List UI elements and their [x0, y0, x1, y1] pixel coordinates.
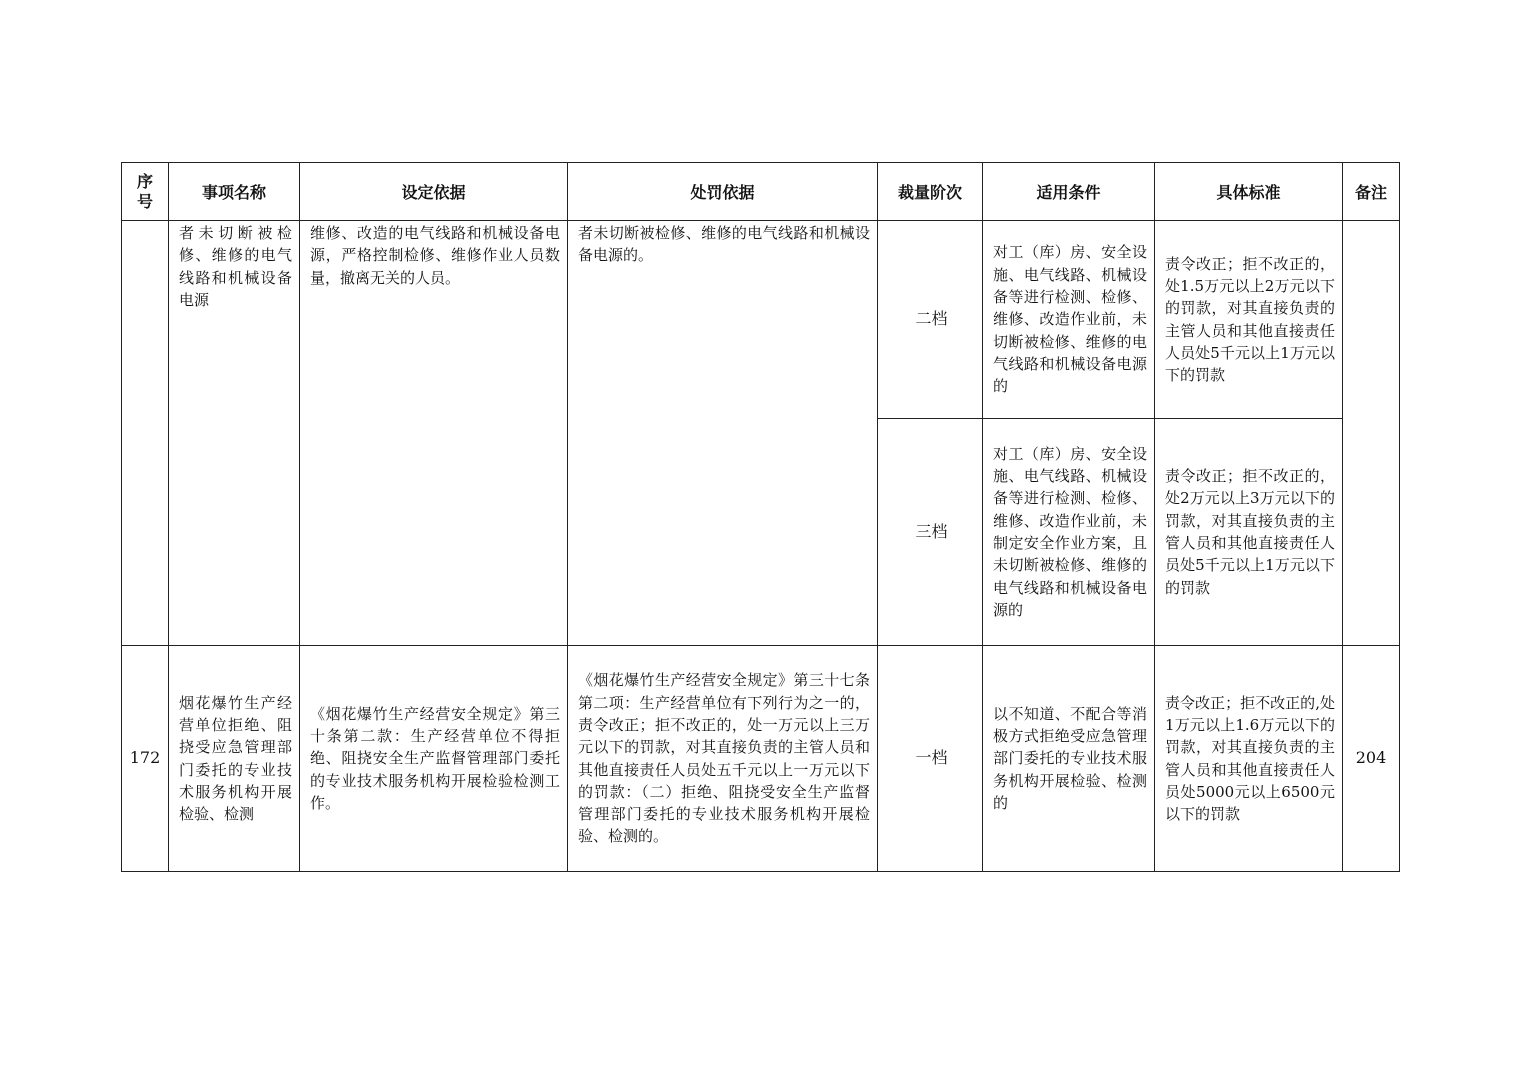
- header-name: 事项名称: [169, 163, 300, 221]
- penalty-basis: 者未切断被检修、维修的电气线路和机械设备电源的。: [578, 224, 870, 265]
- discretion-level: 一档: [915, 748, 948, 768]
- penalty-discretion-table: [121, 162, 1400, 872]
- remark: 204: [1355, 748, 1387, 768]
- level-cell: [878, 646, 983, 872]
- header-seq-line-1: 序: [136, 171, 153, 191]
- basis-cell: [300, 646, 568, 872]
- penalty-basis-cell: [568, 221, 878, 646]
- basis-cell: [300, 221, 568, 646]
- item-name: 者未切断被检修、维修的电气线路和机械设备电源: [179, 224, 292, 309]
- header-penalty-basis: 处罚依据: [568, 163, 878, 221]
- applicable-conditions: 对工（库）房、安全设施、电气线路、机械设备等进行检测、检修、维修、改造作业前，未切断被检修、维修的电气线路和机械设备电源的: [993, 243, 1147, 396]
- header-remark: 备注: [1343, 163, 1400, 221]
- penalty-basis: 《烟花爆竹生产经营安全规定》第三十七条第二项：生产经营单位有下列行为之一的，责令改正；拒不改正的，处一万元以上三万元以下的罚款，对其直接负责的主管人员和其他直接责任人员处五千元以上一万元以下的罚款：（二）拒绝、阻挠受安全生产监督管理部门委托的专业技术服务机构开展检验、检测的。: [578, 671, 870, 846]
- setting-basis: 维修、改造的电气线路和机械设备电源，严格控制检修、维修作业人员数量，撤离无关的人员。: [310, 224, 560, 287]
- applicable-conditions: 对工（库）房、安全设施、电气线路、机械设备等进行检测、检修、维修、改造作业前，未制定安全作业方案，且未切断被检修、维修的电气线路和机械设备电源的: [993, 444, 1147, 619]
- setting-basis: 《烟花爆竹生产经营安全规定》第三十条第二款：生产经营单位不得拒绝、阻挠安全生产监督管理部门委托的专业技术服务机构开展检验检测工作。: [310, 704, 560, 812]
- discretion-level: 三档: [915, 521, 948, 541]
- discretion-level: 二档: [915, 309, 948, 329]
- seq-cell: [122, 221, 169, 646]
- table-row: [122, 221, 1400, 419]
- header-basis: 设定依据: [300, 163, 568, 221]
- header-seq: [122, 163, 169, 221]
- conditions-cell: [983, 646, 1155, 872]
- conditions-cell: [983, 419, 1155, 646]
- header-level: 裁量阶次: [878, 163, 983, 221]
- penalty-basis-cell: [568, 646, 878, 872]
- level-cell: [878, 221, 983, 419]
- conditions-cell: [983, 221, 1155, 419]
- remark-cell: [1343, 646, 1400, 872]
- specific-standard: 责令改正；拒不改正的,处1万元以上1.6万元以下的罚款，对其直接负责的主管人员和其他直接责任人员处5000元以上6500元以下的罚款: [1165, 693, 1335, 824]
- item-name-cell: [169, 221, 300, 646]
- header-standard: 具体标准: [1155, 163, 1343, 221]
- seq-cell: [122, 646, 169, 872]
- item-name: 烟花爆竹生产经营单位拒绝、阻挠受应急管理部门委托的专业技术服务机构开展检验、检测: [179, 693, 292, 824]
- specific-standard: 责令改正；拒不改正的，处2万元以上3万元以下的罚款，对其直接负责的主管人员和其他直接责任人员处5千元以上1万元以下的罚款: [1165, 467, 1335, 597]
- item-seq: 172: [129, 748, 161, 768]
- header-row: [122, 163, 1400, 221]
- specific-standard: 责令改正；拒不改正的，处1.5万元以上2万元以下的罚款，对其直接负责的主管人员和其他直接责任人员处5千元以上1万元以下的罚款: [1165, 254, 1335, 385]
- remark-cell: [1343, 221, 1400, 646]
- standard-cell: [1155, 646, 1343, 872]
- header-conditions: 适用条件: [983, 163, 1155, 221]
- applicable-conditions: 以不知道、不配合等消极方式拒绝受应急管理部门委托的专业技术服务机构开展检验、检测的: [993, 704, 1147, 812]
- header-seq-line-2: 号: [136, 191, 153, 211]
- standard-cell: [1155, 221, 1343, 419]
- standard-cell: [1155, 419, 1343, 646]
- level-cell: [878, 419, 983, 646]
- table-row: [122, 646, 1400, 872]
- item-name-cell: [169, 646, 300, 872]
